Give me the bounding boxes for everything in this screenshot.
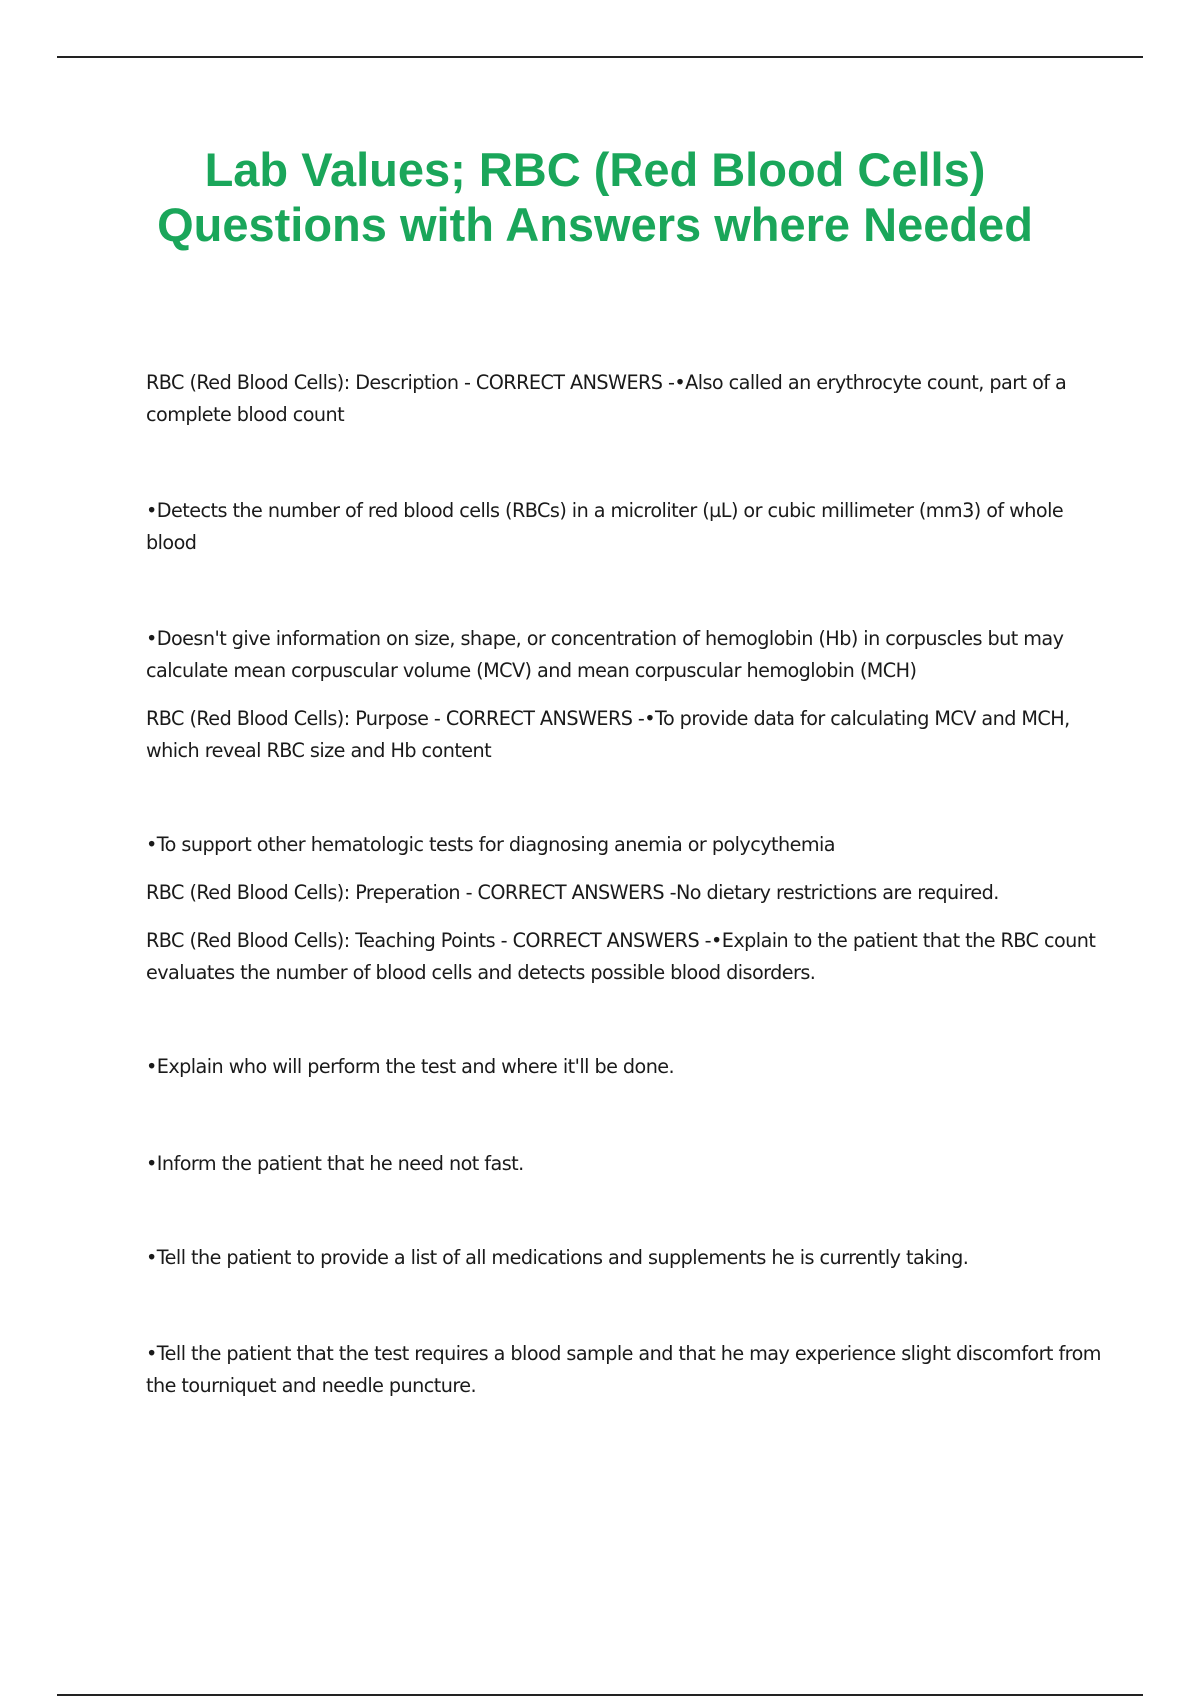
paragraph-teaching-points: RBC (Red Blood Cells): Teaching Points - CORRECT ANSWERS -•Explain to the patient that the RBC count evaluates the number of blood cells and detects possible blood disorders. [146, 929, 1096, 984]
paragraph-inform-fast: •Inform the patient that he need not fast. [146, 1152, 524, 1175]
paragraph-explain-who: •Explain who will perform the test and where it'll be done. [146, 1055, 675, 1078]
paragraph-blood-sample: •Tell the patient that the test requires a blood sample and that he may experience slight discomfort from the tourniquet and needle puncture. [146, 1342, 1101, 1397]
document-title: Lab Values; RBC (Red Blood Cells) Questions with Answers where Needed [157, 143, 1033, 251]
paragraph-preparation: RBC (Red Blood Cells): Preperation - CORRECT ANSWERS -No dietary restrictions are required. [146, 881, 999, 904]
paragraph-detects: •Detects the number of red blood cells (RBCs) in a microliter (µL) or cubic millimeter (mm3) of whole blood [146, 499, 1064, 554]
paragraph-description: RBC (Red Blood Cells): Description - CORRECT ANSWERS -•Also called an erythrocyte count, part of a complete blood count [146, 371, 1067, 426]
paragraph-doesnt-give: •Doesn't give information on size, shape, or concentration of hemoglobin (Hb) in corpuscles but may calculate mean corpuscular volume (MCV) and mean corpuscular hemoglobin (MCH) [146, 627, 1064, 682]
document-body [146, 367, 1101, 1402]
paragraph-medications: •Tell the patient to provide a list of all medications and supplements he is currently taking. [146, 1246, 969, 1269]
bottom-rule [57, 1694, 1143, 1696]
paragraph-support: •To support other hematologic tests for diagnosing anemia or polycythemia [146, 833, 836, 856]
paragraph-purpose: RBC (Red Blood Cells): Purpose - CORRECT ANSWERS -•To provide data for calculating MCV and MCH, which reveal RBC size and Hb content [146, 707, 1070, 762]
top-rule [57, 56, 1143, 58]
